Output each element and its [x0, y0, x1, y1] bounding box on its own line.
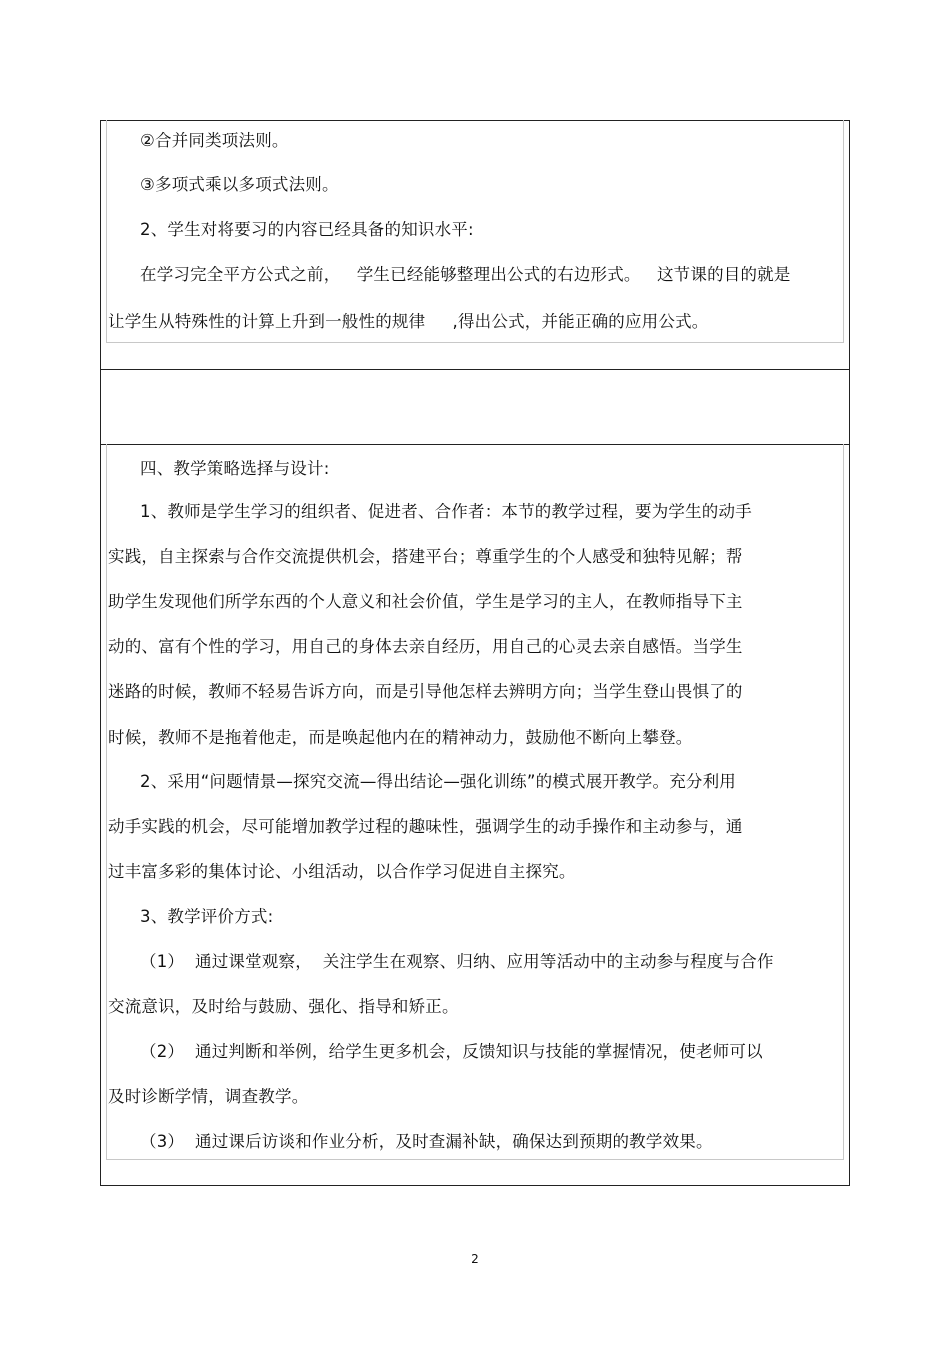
text-line: （1） 通过课堂观察， 关注学生在观察、归纳、应用等活动中的主动参与程度与合作: [140, 952, 774, 971]
text-line: 1、教师是学生学习的组织者、促进者、合作者：本节的教学过程，要为学生的动手: [140, 502, 752, 521]
text-line: 及时诊断学情，调查教学。: [108, 1087, 309, 1106]
text-line: 时候，教师不是拖着他走，而是唤起他内在的精神动力，鼓励他不断向上攀登。: [108, 728, 693, 747]
text-line: 迷路的时候，教师不轻易告诉方向，而是引导他怎样去辨明方向；当学生登山畏惧了的: [108, 682, 743, 701]
text-line: 助学生发现他们所学东西的个人意义和社会价值，学生是学习的主人，在教师指导下主: [108, 592, 743, 611]
text-line: ③多项式乘以多项式法则。: [140, 175, 339, 194]
text-line: 2、学生对将要习的内容已经具备的知识水平:: [140, 220, 474, 239]
text-line: 过丰富多彩的集体讨论、小组活动，以合作学习促进自主探究。: [108, 862, 576, 881]
text-line: （2） 通过判断和举例，给学生更多机会，反馈知识与技能的掌握情况，使老师可以: [140, 1042, 763, 1061]
text-line: 在学习完全平方公式之前， 学生已经能够整理出公式的右边形式。 这节课的目的就是: [140, 265, 791, 284]
text-line: 动手实践的机会，尽可能增加教学过程的趣味性，强调学生的动手操作和主动参与，通: [108, 817, 743, 836]
text-line: 让学生从特殊性的计算上升到一般性的规律 ,得出公式，并能正确的应用公式。: [108, 312, 709, 331]
text-line: ②合并同类项法则。: [140, 131, 289, 150]
text-line: 交流意识，及时给与鼓励、强化、指导和矫正。: [108, 997, 459, 1016]
page-number: 2: [471, 1252, 479, 1266]
text-line: 实践，自主探索与合作交流提供机会，搭建平台；尊重学生的个人感受和独特见解；帮: [108, 547, 743, 566]
text-line: （3） 通过课后访谈和作业分析，及时查漏补缺，确保达到预期的教学效果。: [140, 1132, 713, 1151]
text-line: 3、教学评价方式:: [140, 907, 274, 926]
text-line: 动的、富有个性的学习，用自己的身体去亲自经历，用自己的心灵去亲自感悟。当学生: [108, 637, 743, 656]
table-cell-empty: [100, 369, 850, 445]
section-heading: 四、教学策略选择与设计:: [140, 459, 330, 478]
text-line: 2、采用“问题情景—探究交流—得出结论—强化训练”的模式展开教学。充分利用: [140, 772, 736, 791]
